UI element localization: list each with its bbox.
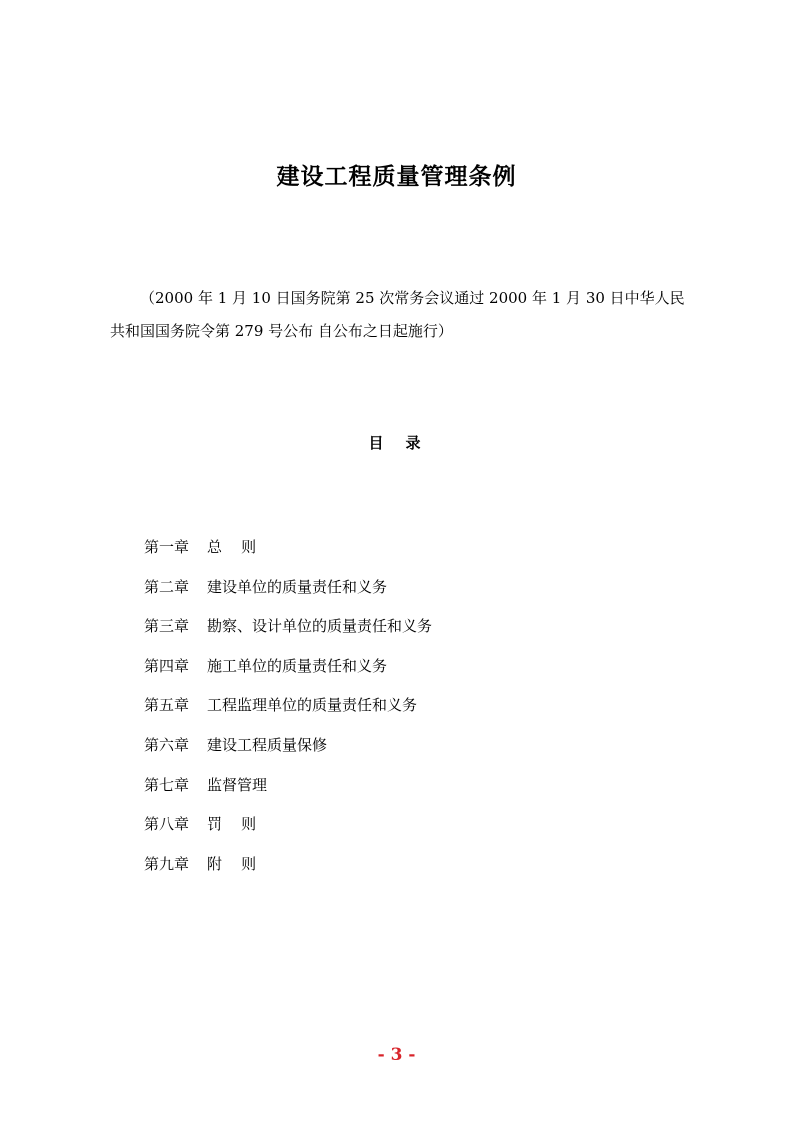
toc-chapter-title: 勘察、设计单位的质量责任和义务 <box>207 617 433 636</box>
toc-chapter-number: 第八章 <box>144 815 190 834</box>
toc-item-chapter-6[interactable] <box>144 734 432 774</box>
table-of-contents <box>144 536 432 892</box>
toc-chapter-number: 第二章 <box>144 577 190 596</box>
promulgation-line-1: （2000 年 1 月 10 日国务院第 25 次常务会议通过 2000 年 1 月 30 日中华人民 <box>140 289 685 307</box>
toc-item-chapter-3[interactable] <box>144 615 432 655</box>
toc-heading: 目录 <box>368 434 443 452</box>
toc-chapter-title: 建设单位的质量责任和义务 <box>207 577 388 596</box>
document-title: 建设工程质量管理条例 <box>276 164 517 190</box>
toc-chapter-title: 施工单位的质量责任和义务 <box>207 656 388 675</box>
toc-chapter-title: 附 则 <box>207 854 257 873</box>
toc-chapter-number: 第五章 <box>144 696 190 715</box>
toc-chapter-number: 第一章 <box>144 538 190 556</box>
toc-chapter-number: 第七章 <box>144 775 190 794</box>
toc-chapter-number: 第六章 <box>144 735 190 754</box>
toc-chapter-title: 工程监理单位的质量责任和义务 <box>207 696 418 715</box>
toc-chapter-title: 监督管理 <box>207 775 268 794</box>
toc-item-chapter-9[interactable] <box>144 853 432 893</box>
toc-item-chapter-5[interactable] <box>144 694 432 734</box>
toc-chapter-title: 建设工程质量保修 <box>207 735 328 754</box>
toc-item-chapter-1[interactable] <box>144 536 432 576</box>
promulgation-line-2: 共和国国务院令第 279 号公布 自公布之日起施行） <box>110 322 453 340</box>
toc-item-chapter-7[interactable] <box>144 774 432 814</box>
toc-chapter-title: 总 则 <box>207 538 257 556</box>
toc-chapter-number: 第九章 <box>144 854 190 873</box>
toc-item-chapter-2[interactable] <box>144 576 432 616</box>
toc-chapter-number: 第四章 <box>144 656 190 675</box>
promulgation-note <box>110 282 690 348</box>
toc-chapter-title: 罚 则 <box>207 815 257 834</box>
page-number: - 3 - <box>377 1045 416 1065</box>
toc-chapter-number: 第三章 <box>144 617 190 636</box>
toc-item-chapter-4[interactable] <box>144 655 432 695</box>
toc-item-chapter-8[interactable] <box>144 813 432 853</box>
